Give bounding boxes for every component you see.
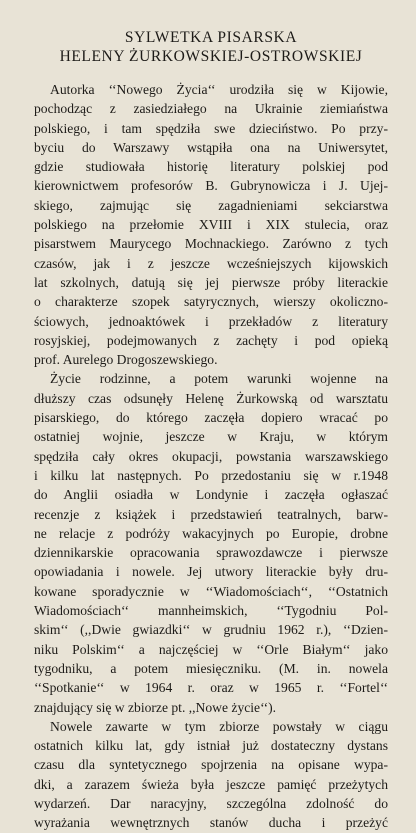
text-line: polskiego na przełomie XVIII i XIX stulecia, oraz <box>34 217 388 233</box>
text-line: gdzie studiowała historię literatury polskiej pod <box>34 159 388 175</box>
page-title <box>34 28 388 66</box>
text-line: Autorka ‘‘Nowego Życia‘‘ urodziła się w Kijowie, <box>50 82 388 97</box>
text-line: dłuższy czas odsunęły Helenę Żurkowską od warsztatu <box>34 390 388 406</box>
text-line: skim‘‘ (,,Dwie gwiazdki‘‘ w grudniu 1962 r.), ‘‘Dzien- <box>34 622 388 638</box>
text-line: niku Polskim‘‘ a najczęściej w ‘‘Orle Białym‘‘ jako <box>34 641 388 657</box>
text-line: ostatnich kilku lat, gdy istniał już dostateczny dystans <box>34 738 388 754</box>
text-line: rosyjskiej, podejmowanych z zachęty i pod opieką <box>34 332 388 348</box>
text-line: o charakterze szopek satyrycznych, wierszy okoliczno- <box>34 294 388 310</box>
text-line: recenzje z książek i przedstawień teatralnych, barw- <box>34 506 388 522</box>
text-line: pisarstwem Maurycego Mochnackiego. Zarówno z tych <box>34 236 388 252</box>
text-line: spędziła cały okres okupacji, powstania warszawskiego <box>34 448 388 464</box>
text-line: dki, a zarazem świeża była jeszcze pamięć przeżytych <box>34 776 388 792</box>
text-line: prof. Aurelego Drogoszewskiego. <box>34 352 218 368</box>
text-line: ostatniej wojnie, jeszcze w Kraju, w którym <box>34 429 388 445</box>
text-line: kierownictwem profesorów B. Gubrynowicza i J. Ujej- <box>34 178 388 194</box>
text-line: pochodząc z zasiedziałego na Ukrainie ziemiaństwa <box>34 101 388 117</box>
text-line: byciu do Warszawy wstąpiła ona na Uniwersytet, <box>34 139 388 155</box>
text-line: znajdujący się w zbiorze pt. ,,Nowe życie‘‘). <box>34 699 277 715</box>
paragraph <box>34 717 388 833</box>
text-line: i kilku lat następnych. Po przedostaniu się w r.1948 <box>34 467 388 483</box>
text-line: czasu dla syntetycznego spojrzenia na opisane wypa- <box>34 757 388 773</box>
text-line: czasów, jak i z jeszcze wcześniejszych kijowskich <box>34 255 388 271</box>
text-line: ściowych, jednoaktówek i przekładów z literatury <box>34 313 388 329</box>
text-line: Nowele zawarte w tym zbiorze powstały w ciągu <box>50 718 388 734</box>
text-line: wyrażania wewnętrznych stanów ducha i przeżyć <box>34 815 388 831</box>
text-line: opowiadania i nowele. Jej utwory literackie były dru- <box>34 564 388 580</box>
text-line: tygodniku, a potem miesięczniku. (M. in. nowela <box>34 660 388 676</box>
paragraph <box>34 80 388 369</box>
text-line: ne relacje z podróży wakacyjnych po Europie, drobne <box>34 525 388 541</box>
text-line: polskiego, i tam spędziła swe dzieciństwo. Po przy- <box>34 120 388 136</box>
text-line: dziennikarskie opracowania sprawozdawcze i pierwsze <box>34 545 388 561</box>
text-line: Wiadomościach‘‘ mannheimskich, ‘‘Tygodniu Pol- <box>34 603 388 619</box>
text-line: ‘‘Spotkanie‘‘ w 1964 r. oraz w 1965 r. ‘‘Fortel‘‘ <box>34 680 388 696</box>
text-line: skiego, zajmując się zagadnieniami sekciarstwa <box>34 197 388 213</box>
text-line: kowane sporadycznie w ‘‘Wiadomościach‘‘, ‘‘Ostatnich <box>34 583 388 599</box>
text-line: wydarzeń. Dar naracyjny, szczególna zdolność do <box>34 795 388 811</box>
text-line: do Anglii osiadła w Londynie i zaczęła ogłaszać <box>34 487 388 503</box>
paragraph <box>34 369 388 716</box>
title-line-2: HELENY ŻURKOWSKIEJ-OSTROWSKIEJ <box>59 48 363 65</box>
text-line: Życie rodzinne, a potem warunki wojenne na <box>50 371 388 387</box>
title-line-1: SYLWETKA PISARSKA <box>124 29 298 46</box>
text-line: lat szkolnych, datują się jej pierwsze próby literackie <box>34 274 388 290</box>
body-text <box>34 80 388 833</box>
text-line: pisarskiego, do którego zaczęła dopiero wracać po <box>34 410 388 426</box>
